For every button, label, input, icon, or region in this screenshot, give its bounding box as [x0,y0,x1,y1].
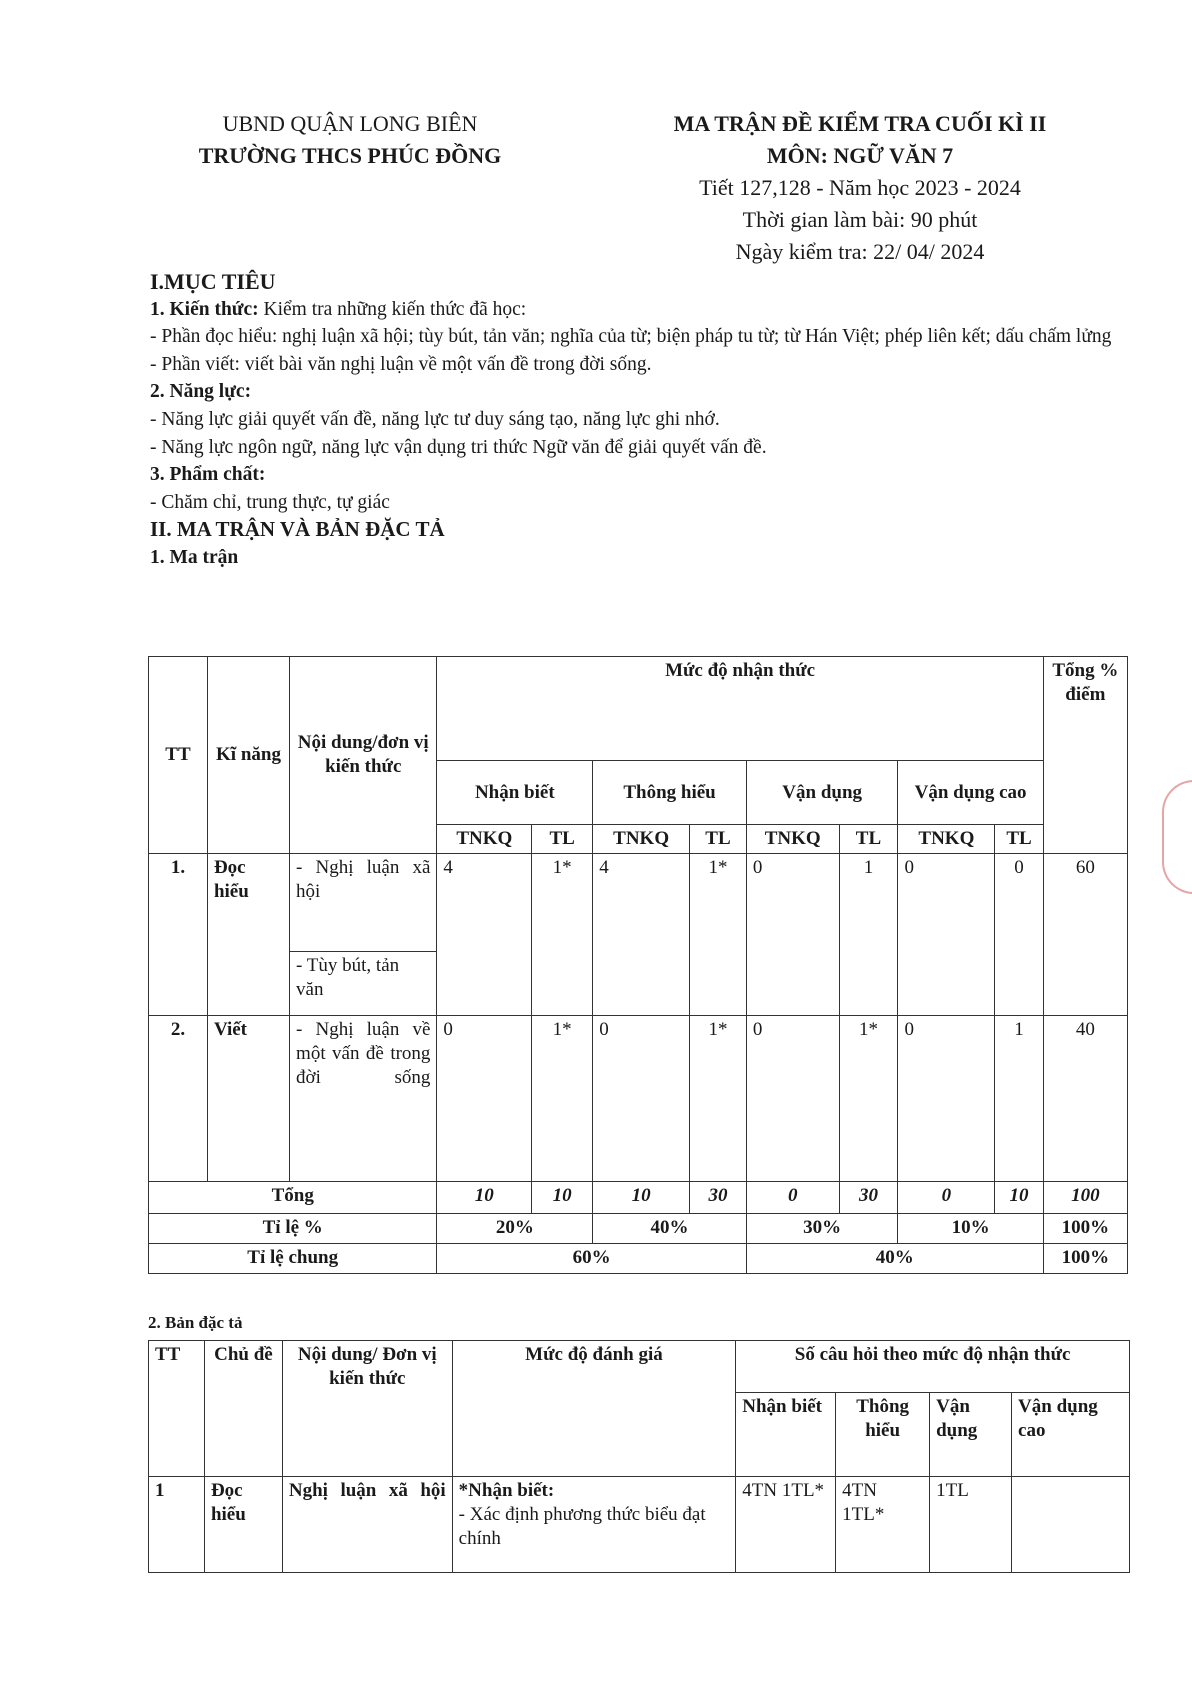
spec-eval-title: *Nhận biết: [458,1480,555,1501]
matrix-header-skill: Kĩ năng [207,657,289,854]
sub-header: TNKQ [746,825,839,854]
row-tt: 2. [149,1016,208,1182]
row-skill: Đọc hiểu [207,854,289,1016]
matrix-header-tt: TT [149,657,208,854]
knowledge-item-1: - Phần đọc hiểu: nghị luận xã hội; tùy bút, tản văn; nghĩa của từ; biện pháp tu từ; từ Hán Việt; phép liên kết; dấu chấm lửng [150,326,1112,348]
sum-label: Tổng [149,1182,437,1214]
sum-row [149,1182,1128,1214]
cell: 0 [746,1182,839,1214]
row-skill: Viết [207,1016,289,1182]
cell: 0 [746,1016,839,1182]
cell: 4 [437,854,532,1016]
cell: 0 [898,1182,995,1214]
general-total: 100% [1043,1244,1127,1274]
matrix-table [148,656,1128,1274]
cell: 0 [898,1016,995,1182]
spec-header-content: Nội dung/ Đơn vị kiến thức [282,1341,452,1477]
red-stamp-mark [1162,780,1192,894]
row-tt: 1. [149,854,208,1016]
district-name: UBND QUẬN LONG BIÊN [222,111,478,136]
matrix-header-content: Nội dung/đơn vị kiến thức [290,657,437,854]
cell: 40% [593,1214,747,1244]
matrix-header-total: Tổng % điểm [1043,657,1127,854]
cell: 1* [839,1016,898,1182]
cell: 0 [898,854,995,1016]
period-info: Tiết 127,128 - Năm học 2023 - 2024 [699,175,1021,200]
ability-item-1: - Năng lực giải quyết vấn đề, năng lực tư duy sáng tạo, năng lực ghi nhớ. [150,408,720,430]
cell: 0 [593,1016,690,1182]
sub-header: TL [995,825,1043,854]
sub-header: TNKQ [898,825,995,854]
spec-vdc [1012,1477,1130,1573]
level-header: Vận dụng cao [898,761,1043,825]
knowledge-text: Kiểm tra những kiến thức đã học: [263,298,527,320]
quality-item-1: - Chăm chỉ, trung thực, tự giác [150,491,390,513]
cell: 0 [995,854,1043,1016]
cell: 0 [437,1016,532,1182]
cell: 1* [532,1016,593,1182]
spec-eval-item: - Xác định phương thức biểu đạt chính [458,1504,706,1549]
cell: 0 [746,854,839,1016]
cell: 4 [593,854,690,1016]
spec-level: Thông hiểu [836,1393,930,1477]
spec-header-eval: Mức độ đánh giá [452,1341,736,1477]
quality-label: 3. Phẩm chất: [150,464,266,486]
sub-header: TNKQ [437,825,532,854]
knowledge-item-2: - Phần viết: viết bài văn nghị luận về một vấn đề trong đời sống. [150,353,652,375]
school-name: TRƯỜNG THCS PHÚC ĐỒNG [198,143,502,168]
knowledge-line [150,296,1130,324]
spec-header-topic: Chủ đề [204,1341,282,1477]
sub-header: TL [532,825,593,854]
spec-level: Vận dụng cao [1012,1393,1130,1477]
cell: 40% [746,1244,1043,1274]
cell: 20% [437,1214,593,1244]
table-row [149,854,1128,952]
document-title: MA TRẬN ĐỀ KIỂM TRA CUỐI KÌ II [673,111,1047,136]
spec-header-tt: TT [149,1341,205,1477]
spec-th: 4TN 1TL* [836,1477,930,1573]
cell: 1* [690,854,747,1016]
cell: 10 [593,1182,690,1214]
ability-label: 2. Năng lực: [150,381,252,403]
spec-tt: 1 [149,1477,205,1573]
row-content: - Tùy bút, tản văn [290,952,437,1016]
cell: 30% [746,1214,898,1244]
cell: 60% [437,1244,746,1274]
school-header [150,108,550,172]
sub-header: TL [690,825,747,854]
spec-header-count: Số câu hỏi theo mức độ nhận thức [736,1341,1130,1393]
ratio-label: Tỉ lệ % [149,1214,437,1244]
level-header: Vận dụng [746,761,898,825]
row-total: 40 [1043,1016,1127,1182]
ability-item-2: - Năng lực ngôn ngữ, năng lực vận dụng tri thức Ngữ văn để giải quyết vấn đề. [150,436,767,458]
section-2-title: II. MA TRẬN VÀ BẢN ĐẶC TẢ [150,517,445,542]
sum-total: 100 [1043,1182,1127,1214]
level-header: Nhận biết [437,761,593,825]
ratio-row [149,1214,1128,1244]
cell: 30 [839,1182,898,1214]
general-row [149,1244,1128,1274]
exam-date: Ngày kiểm tra: 22/ 04/ 2024 [735,239,985,264]
document-header [600,108,1120,268]
table-row [149,1016,1128,1182]
duration-info: Thời gian làm bài: 90 phút [742,207,978,232]
spec-table [148,1340,1130,1573]
level-header: Thông hiểu [593,761,747,825]
spec-subtitle: 2. Bản đặc tả [148,1313,243,1332]
cell: 30 [690,1182,747,1214]
matrix-subtitle: 1. Ma trận [150,546,239,568]
cell: 10 [532,1182,593,1214]
table-row [149,1477,1130,1573]
spec-level: Vận dụng [930,1393,1012,1477]
knowledge-label: 1. Kiến thức: [150,298,259,320]
matrix-header-level: Mức độ nhận thức [437,657,1043,761]
row-content: - Nghị luận xã hội [290,854,437,952]
spec-eval [452,1477,736,1573]
row-content: - Nghị luận về một vấn đề trong đời sống [290,1016,437,1182]
sub-header: TL [839,825,898,854]
objectives-section [150,268,1130,572]
cell: 10% [898,1214,1043,1244]
sub-header: TNKQ [593,825,690,854]
subject-title: MÔN: NGỮ VĂN 7 [766,143,954,168]
cell: 10 [437,1182,532,1214]
ratio-total: 100% [1043,1214,1127,1244]
cell: 1 [839,854,898,1016]
spec-nb: 4TN 1TL* [736,1477,836,1573]
cell: 10 [995,1182,1043,1214]
spec-level: Nhận biết [736,1393,836,1477]
cell: 1* [690,1016,747,1182]
spec-vd: 1TL [930,1477,1012,1573]
section-1-title: I.MỤC TIÊU [150,269,276,294]
general-label: Tỉ lệ chung [149,1244,437,1274]
spec-content: Nghị luận xã hội [282,1477,452,1573]
spec-topic: Đọc hiểu [204,1477,282,1573]
row-total: 60 [1043,854,1127,1016]
cell: 1 [995,1016,1043,1182]
cell: 1* [532,854,593,1016]
